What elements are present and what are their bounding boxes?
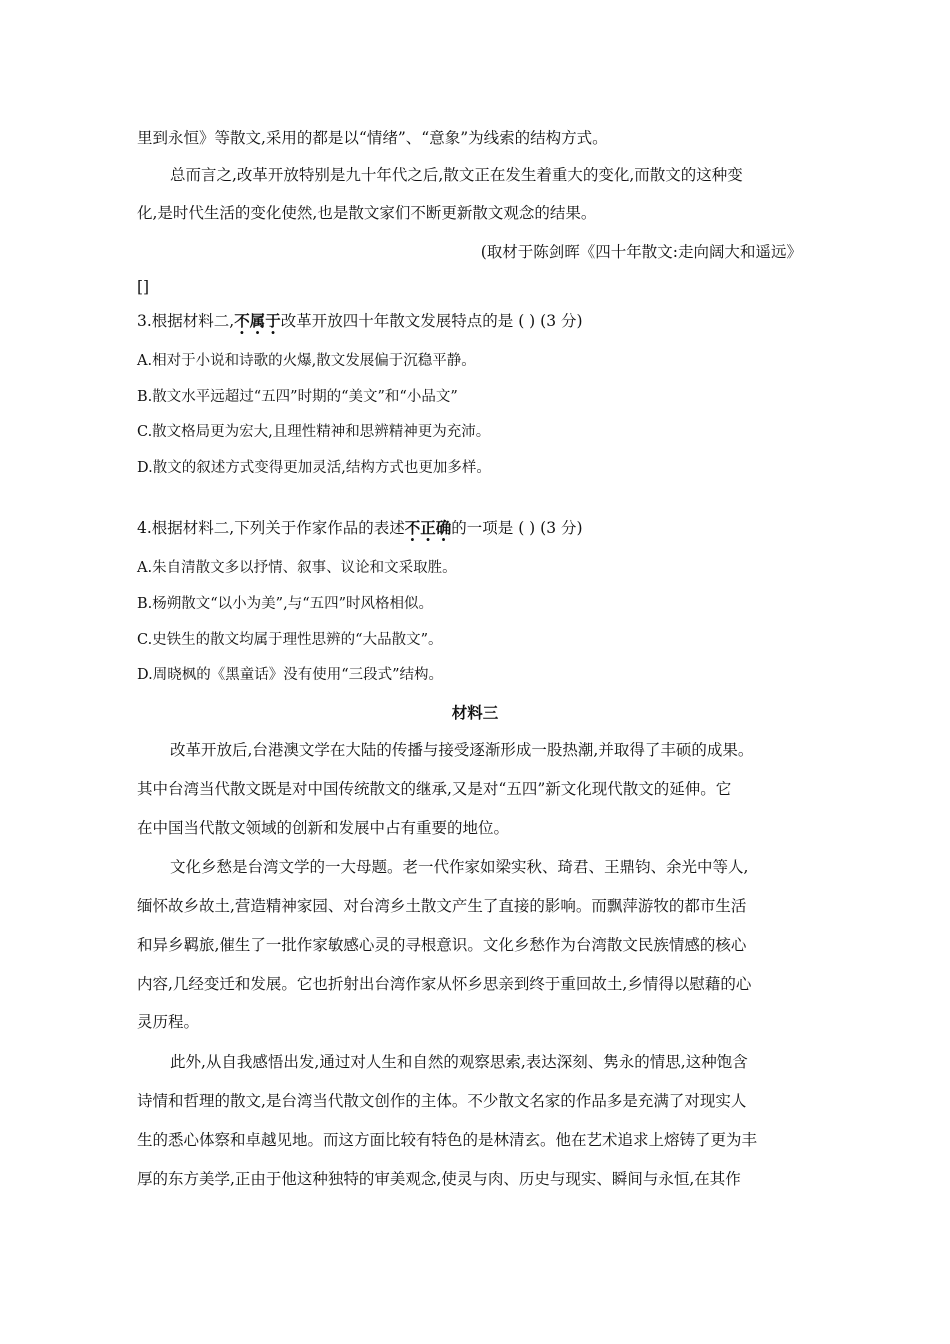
paragraph-line: 里到永恒》等散文,采用的都是以“情绪”、“意象”为线索的结构方式。 <box>137 129 608 147</box>
paragraph-line: 改革开放后,台港澳文学在大陆的传播与接受逐渐形成一股热潮,并取得了丰硕的成果。 <box>170 741 754 759</box>
question-4-option-a: A.朱自清散文多以抒情、叙事、议论和文采取胜。 <box>137 560 457 576</box>
paragraph-line: 生的悉心体察和卓越见地。而这方面比较有特色的是林清玄。他在艺术追求上熔铸了更为丰 <box>137 1131 758 1149</box>
question-3-option-a: A.相对于小说和诗歌的火爆,散文发展偏于沉稳平静。 <box>137 353 476 369</box>
paragraph-line: 化,是时代生活的变化使然,也是散文家们不断更新散文观念的结果。 <box>137 204 597 222</box>
question-4-stem <box>137 518 810 538</box>
paragraph-line: 此外,从自我感悟出发,通过对人生和自然的观察思索,表达深刻、隽永的情思,这种饱含 <box>170 1053 748 1071</box>
paragraph-line: 在中国当代散文领域的创新和发展中占有重要的地位。 <box>137 819 510 837</box>
paragraph-line: 厚的东方美学,正由于他这种独特的审美观念,使灵与肉、历史与现实、瞬间与永恒,在其作 <box>137 1170 741 1188</box>
question-4-option-c: C.史铁生的散文均属于理性思辨的“大品散文”。 <box>137 632 443 648</box>
bracket-placeholder: [] <box>137 278 150 296</box>
question-3-option-d: D.散文的叙述方式变得更加灵活,结构方式也更加多样。 <box>137 460 491 476</box>
emphasis-mark: 不正确 <box>404 518 452 537</box>
paragraph-line: 内容,几经变迁和发展。它也折射出台湾作家从怀乡思亲到终于重回故土,乡情得以慰藉的心 <box>137 975 752 993</box>
section-heading: 材料三 <box>451 703 499 722</box>
paragraph-line: 灵历程。 <box>137 1013 200 1031</box>
paragraph-line: 缅怀故乡故土,营造精神家园、对台湾乡土散文产生了直接的影响。而飘萍游牧的都市生活 <box>137 897 747 915</box>
question-4-option-d: D.周晓枫的《黑童话》没有使用“三段式”结构。 <box>137 667 444 683</box>
question-3-option-b: B.散文水平远超过“五四”时期的“美文”和“小品文” <box>137 389 458 405</box>
paragraph-line: 和异乡羁旅,催生了一批作家敏感心灵的寻根意识。文化乡愁作为台湾散文民族情感的核心 <box>137 936 747 954</box>
paragraph-line: 文化乡愁是台湾文学的一大母题。老一代作家如梁实秋、琦君、王鼎钧、余光中等人, <box>170 858 749 876</box>
question-3-suffix: 改革开放四十年散文发展特点的是 ( ) (3 分) <box>280 312 583 330</box>
question-3-prefix: 3.根据材料二, <box>137 312 235 330</box>
question-3-stem <box>137 311 810 331</box>
emphasis-mark: 不属于 <box>234 311 281 330</box>
paragraph-line: 诗情和哲理的散文,是台湾当代散文创作的主体。不少散文名家的作品多是充满了对现实人 <box>137 1092 747 1110</box>
source-citation: (取材于陈剑晖《四十年散文:走向阔大和遥远》 <box>480 243 802 261</box>
question-4-suffix: 的一项是 ( ) (3 分) <box>451 519 583 537</box>
paragraph-line: 总而言之,改革开放特别是九十年代之后,散文正在发生着重大的变化,而散文的这种变 <box>170 166 743 184</box>
question-3-option-c: C.散文格局更为宏大,且理性精神和思辨精神更为充沛。 <box>137 424 491 440</box>
question-4-option-b: B.杨朔散文“以小为美”,与“五四”时风格相似。 <box>137 596 434 612</box>
question-4-prefix: 4.根据材料二,下列关于作家作品的表述 <box>137 519 405 537</box>
paragraph-line: 其中台湾当代散文既是对中国传统散文的继承,又是对“五四”新文化现代散文的延伸。它 <box>137 780 732 798</box>
